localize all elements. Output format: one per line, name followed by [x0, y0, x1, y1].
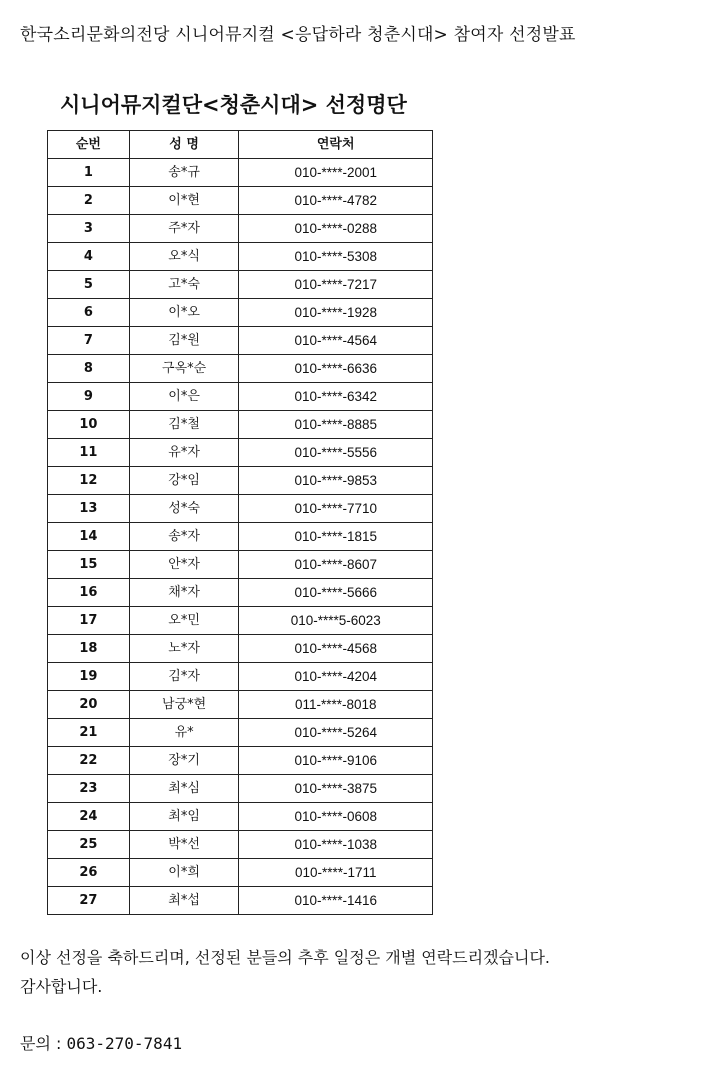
table-row — [48, 355, 433, 383]
table-row — [48, 579, 433, 607]
row-number: 13 — [48, 495, 130, 523]
table-row — [48, 495, 433, 523]
contact-phone: 063-270-7841 — [66, 1034, 183, 1053]
table-row — [48, 635, 433, 663]
row-number: 23 — [48, 775, 130, 803]
page-heading: 한국소리문화의전당 시니어뮤지컬 <응답하라 청춘시대> 참여자 선정발표 — [20, 25, 576, 45]
table-row — [48, 327, 433, 355]
contact-number: 010-****-5308 — [239, 243, 433, 271]
table-row — [48, 467, 433, 495]
row-number: 12 — [48, 467, 130, 495]
table-row — [48, 215, 433, 243]
row-number: 20 — [48, 691, 130, 719]
contact-number: 010-****-0608 — [239, 803, 433, 831]
participant-name: 장*기 — [129, 747, 239, 775]
participant-name: 성*숙 — [129, 495, 239, 523]
contact-info — [20, 1031, 182, 1054]
table-row — [48, 523, 433, 551]
participant-name: 최*심 — [129, 775, 239, 803]
closing-note-line-1: 이상 선정을 축하드리며, 선정된 분들의 추후 일정은 개별 연락드리겠습니다. — [20, 948, 550, 967]
column-header-number: 순번 — [48, 131, 130, 159]
contact-number: 010-****-1815 — [239, 523, 433, 551]
row-number: 5 — [48, 271, 130, 299]
participant-name: 김*자 — [129, 663, 239, 691]
contact-number: 010-****-5264 — [239, 719, 433, 747]
contact-number: 010-****-7217 — [239, 271, 433, 299]
table-row — [48, 691, 433, 719]
row-number: 22 — [48, 747, 130, 775]
participant-name: 고*숙 — [129, 271, 239, 299]
participant-name: 안*자 — [129, 551, 239, 579]
column-header-name: 성 명 — [129, 131, 239, 159]
row-number: 14 — [48, 523, 130, 551]
participant-name: 남궁*현 — [129, 691, 239, 719]
row-number: 3 — [48, 215, 130, 243]
participant-name: 이*은 — [129, 383, 239, 411]
row-number: 26 — [48, 859, 130, 887]
contact-number: 010-****-1038 — [239, 831, 433, 859]
row-number: 6 — [48, 299, 130, 327]
table-row — [48, 383, 433, 411]
contact-number: 010-****-9106 — [239, 747, 433, 775]
participant-name: 주*자 — [129, 215, 239, 243]
participant-name: 오*식 — [129, 243, 239, 271]
row-number: 9 — [48, 383, 130, 411]
participant-name: 송*규 — [129, 159, 239, 187]
row-number: 8 — [48, 355, 130, 383]
row-number: 17 — [48, 607, 130, 635]
participant-name: 이*현 — [129, 187, 239, 215]
table-row — [48, 271, 433, 299]
contact-number: 010-****-5556 — [239, 439, 433, 467]
contact-number: 010-****-1711 — [239, 859, 433, 887]
participant-name: 최*임 — [129, 803, 239, 831]
participant-name: 유* — [129, 719, 239, 747]
contact-number: 010-****-4564 — [239, 327, 433, 355]
row-number: 1 — [48, 159, 130, 187]
contact-number: 010-****-3875 — [239, 775, 433, 803]
participant-name: 김*철 — [129, 411, 239, 439]
contact-number: 010-****-8607 — [239, 551, 433, 579]
table-row — [48, 859, 433, 887]
closing-note-line-2: 감사합니다. — [20, 977, 103, 996]
contact-number: 010-****-4782 — [239, 187, 433, 215]
table-body — [48, 159, 433, 915]
table-row — [48, 747, 433, 775]
table-row — [48, 831, 433, 859]
column-header-contact: 연락처 — [239, 131, 433, 159]
contact-number: 010-****-1416 — [239, 887, 433, 915]
contact-number: 010-****-8885 — [239, 411, 433, 439]
row-number: 18 — [48, 635, 130, 663]
row-number: 27 — [48, 887, 130, 915]
contact-number: 010-****5-6023 — [239, 607, 433, 635]
row-number: 21 — [48, 719, 130, 747]
participant-name: 유*자 — [129, 439, 239, 467]
table-row — [48, 887, 433, 915]
table-row — [48, 719, 433, 747]
table-row — [48, 411, 433, 439]
participant-name: 오*민 — [129, 607, 239, 635]
contact-label: 문의 : — [20, 1034, 67, 1053]
participant-name: 김*원 — [129, 327, 239, 355]
contact-number: 010-****-6342 — [239, 383, 433, 411]
contact-number: 010-****-1928 — [239, 299, 433, 327]
row-number: 15 — [48, 551, 130, 579]
row-number: 24 — [48, 803, 130, 831]
table-row — [48, 159, 433, 187]
closing-note — [20, 943, 550, 1001]
contact-number: 010-****-4568 — [239, 635, 433, 663]
contact-number: 010-****-6636 — [239, 355, 433, 383]
participant-name: 노*자 — [129, 635, 239, 663]
table-header-row — [48, 131, 433, 159]
row-number: 2 — [48, 187, 130, 215]
participant-name: 송*자 — [129, 523, 239, 551]
participant-name: 이*오 — [129, 299, 239, 327]
row-number: 10 — [48, 411, 130, 439]
contact-number: 010-****-5666 — [239, 579, 433, 607]
table-row — [48, 243, 433, 271]
table-row — [48, 439, 433, 467]
row-number: 7 — [48, 327, 130, 355]
row-number: 11 — [48, 439, 130, 467]
table-row — [48, 187, 433, 215]
row-number: 4 — [48, 243, 130, 271]
participant-name: 채*자 — [129, 579, 239, 607]
contact-number: 010-****-4204 — [239, 663, 433, 691]
contact-number: 010-****-7710 — [239, 495, 433, 523]
contact-number: 010-****-2001 — [239, 159, 433, 187]
contact-number: 010-****-9853 — [239, 467, 433, 495]
table-row — [48, 607, 433, 635]
contact-number: 011-****-8018 — [239, 691, 433, 719]
participant-name: 구옥*순 — [129, 355, 239, 383]
row-number: 19 — [48, 663, 130, 691]
table-row — [48, 551, 433, 579]
row-number: 16 — [48, 579, 130, 607]
participant-name: 최*섭 — [129, 887, 239, 915]
participant-name: 강*임 — [129, 467, 239, 495]
table-title: 시니어뮤지컬단<청춘시대> 선정명단 — [60, 93, 407, 117]
participant-name: 이*희 — [129, 859, 239, 887]
table-row — [48, 775, 433, 803]
participant-name: 박*선 — [129, 831, 239, 859]
table-row — [48, 299, 433, 327]
contact-number: 010-****-0288 — [239, 215, 433, 243]
selection-table — [47, 130, 433, 915]
row-number: 25 — [48, 831, 130, 859]
table-row — [48, 663, 433, 691]
table-row — [48, 803, 433, 831]
